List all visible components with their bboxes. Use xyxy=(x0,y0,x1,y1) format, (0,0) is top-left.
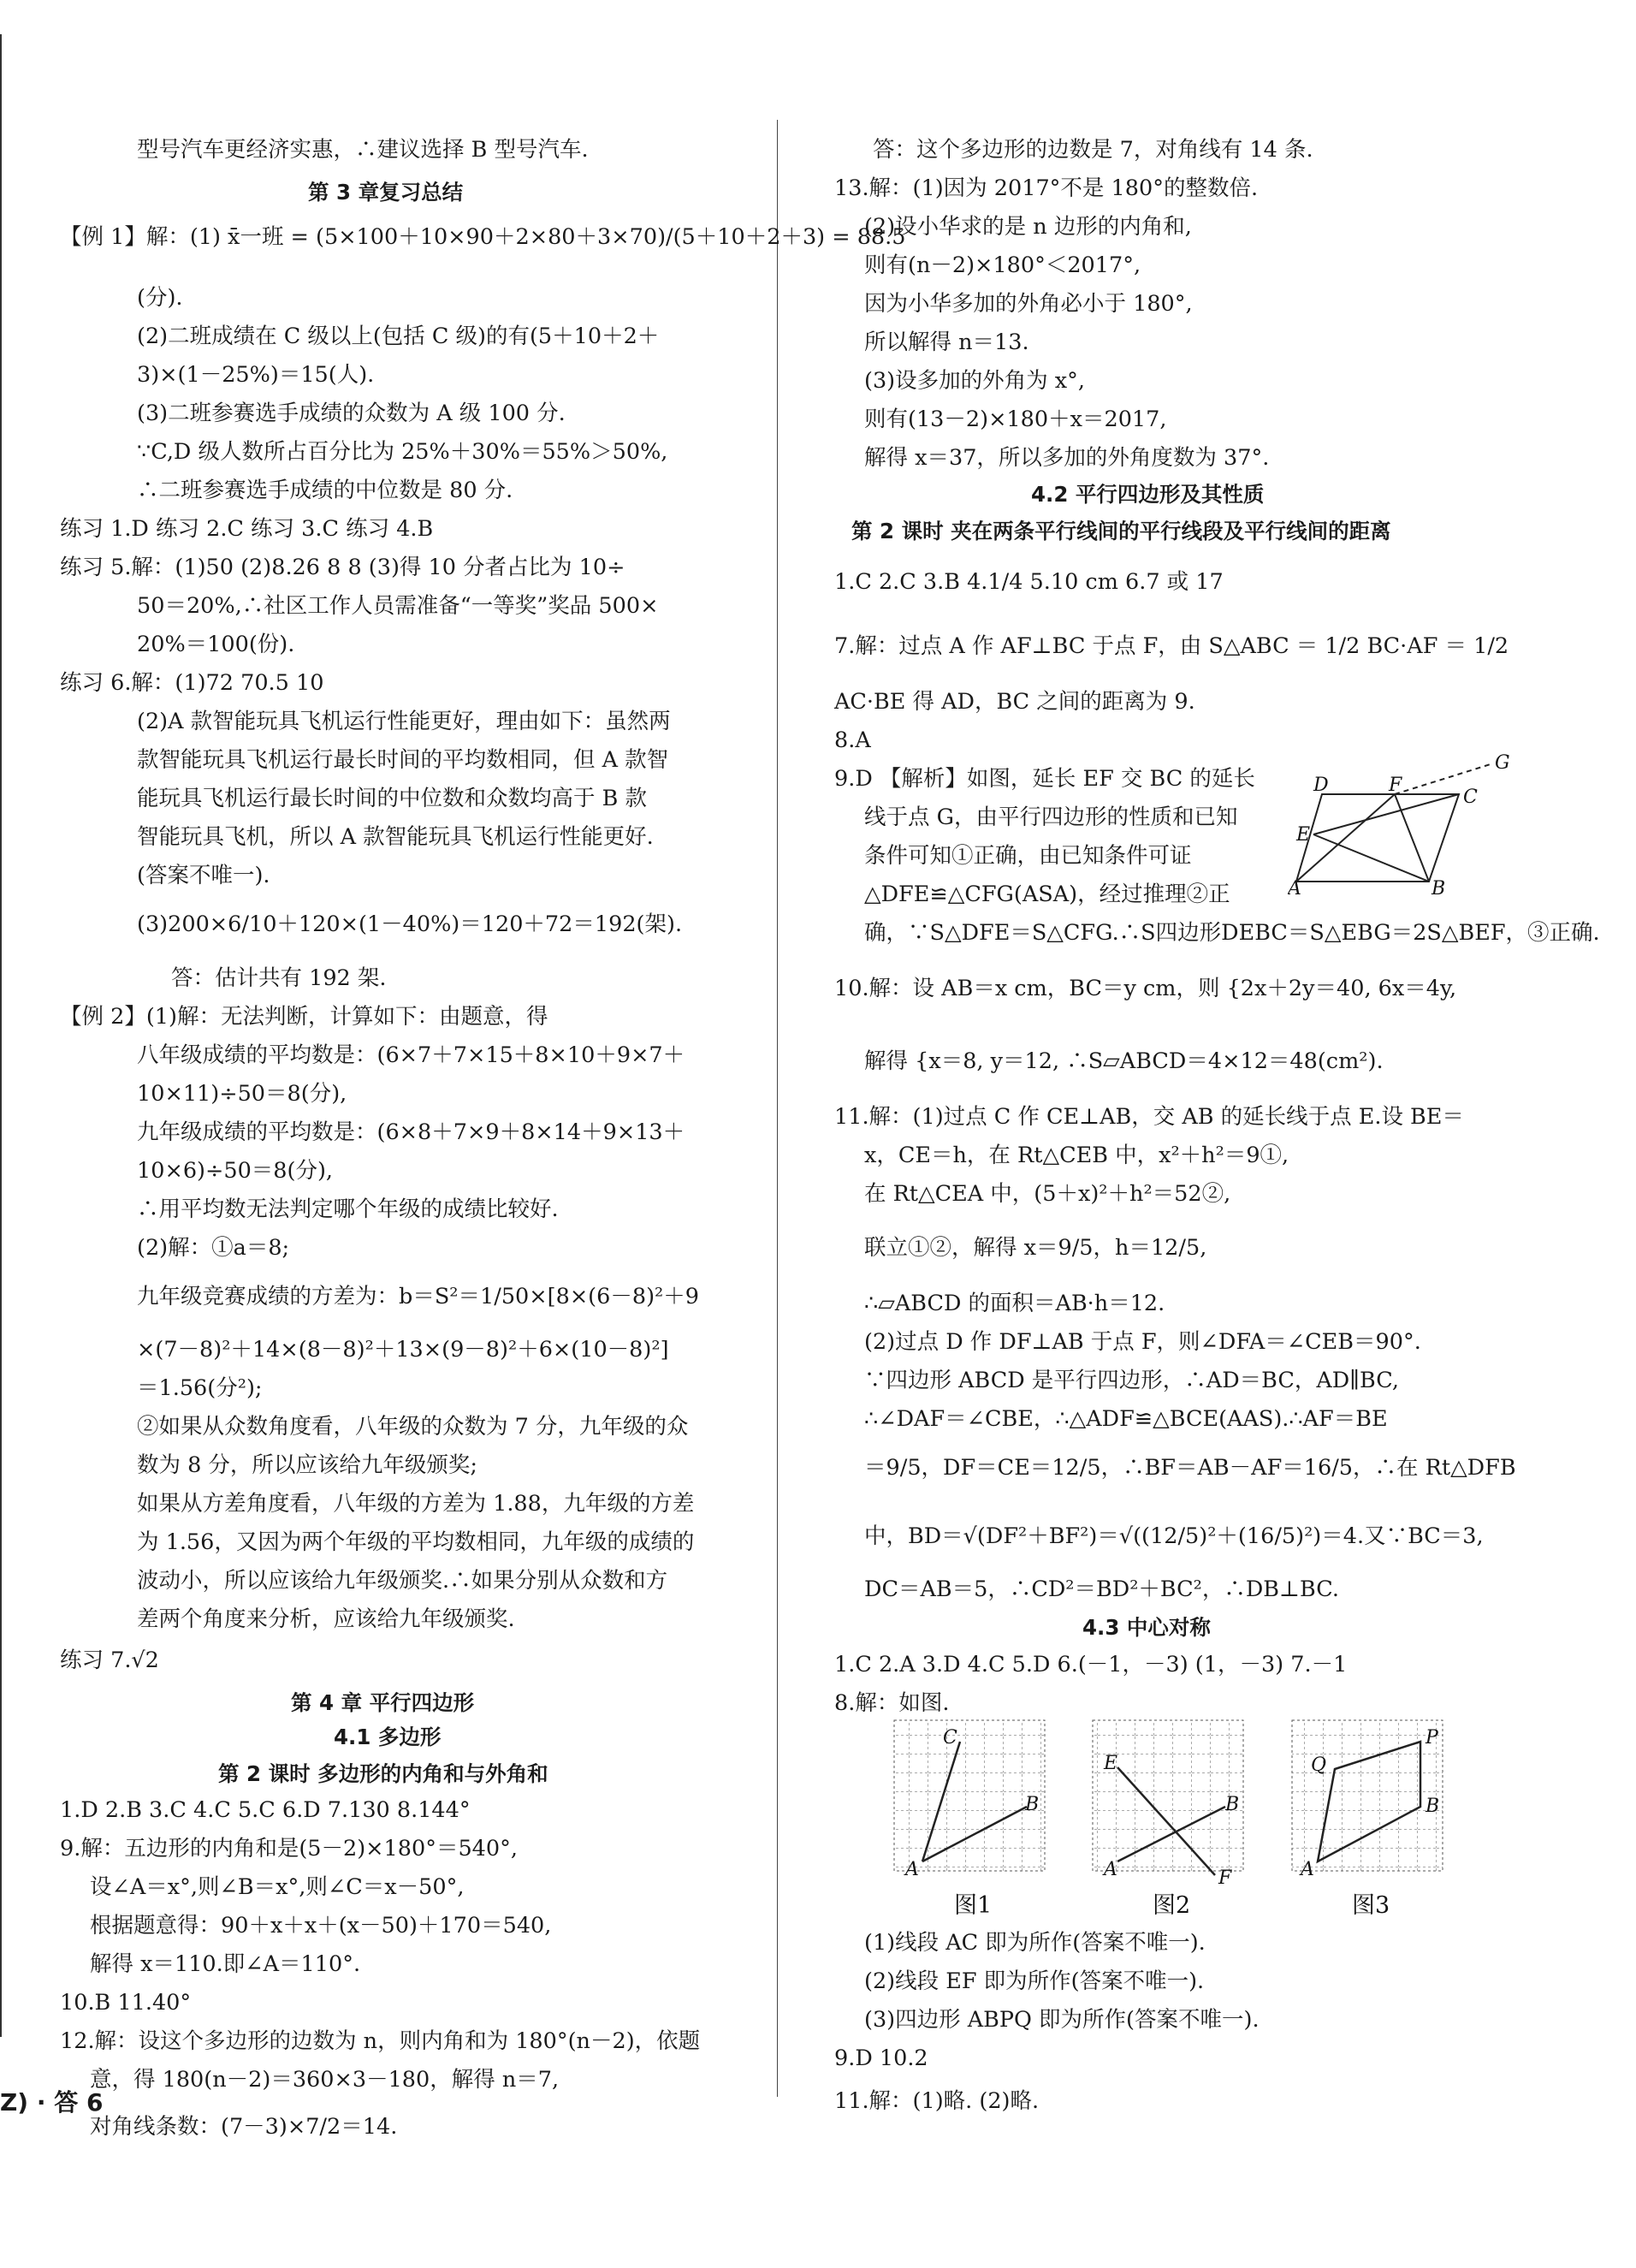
right-heading-10: 第 2 课时 夹在两条平行线间的平行线段及平行线间的距离 xyxy=(851,519,1391,543)
page-footer: Z) · 答 6 xyxy=(0,2088,104,2117)
extension-fg xyxy=(1395,763,1493,794)
left-line-14: (2)A 款智能玩具飞机运行性能更好，理由如下：虽然两 xyxy=(137,709,671,734)
page-edge-line xyxy=(0,34,2,2037)
left-line-43: 设∠A＝x°,则∠B＝x°,则∠C＝x－50°, xyxy=(90,1874,465,1900)
label-g: G xyxy=(1495,753,1510,774)
left-line-27: (2)解：①a＝8; xyxy=(137,1235,290,1261)
right-line-27: (2)过点 D 作 DF⊥AB 于点 F，则∠DFA＝∠CEB＝90°. xyxy=(864,1329,1421,1355)
right-line-14: 8.A xyxy=(834,727,871,753)
right-line-20: 10.解：设 AB＝x cm，BC＝y cm，则 {2x＋2y＝40, 6x＝4y, xyxy=(834,976,1457,1001)
fig3-label-b: B xyxy=(1426,1796,1440,1817)
right-line-16: 线于点 G，由平行四边形的性质和已知 xyxy=(864,804,1238,830)
left-line-48: 意，得 180(n－2)＝360×3－180，解得 n＝7, xyxy=(90,2067,560,2093)
right-line-0: 答：这个多边形的边数是 7，对角线有 14 条. xyxy=(873,137,1313,163)
fig2-label-e: E xyxy=(1104,1753,1118,1774)
fig3-label-p: P xyxy=(1426,1727,1438,1748)
left-line-15: 款智能玩具飞机运行最长时间的平均数相同，但 A 款智 xyxy=(137,747,669,773)
right-line-31: 中，BD＝√(DF²＋BF²)＝√((12/5)²＋(16/5)²)＝4.又∵BC＝3, xyxy=(864,1523,1484,1549)
right-line-40: 11.解：(1)略. (2)略. xyxy=(834,2088,1040,2114)
right-line-36: (1)线段 AC 即为所作(答案不唯一). xyxy=(864,1930,1206,1956)
left-line-8: ∴二班参赛选手成绩的中位数是 80 分. xyxy=(137,478,513,503)
left-line-3: (分). xyxy=(137,285,183,311)
right-line-26: ∴▱ABCD 的面积＝AB·h＝12. xyxy=(864,1291,1165,1316)
right-line-1: 13.解：(1)因为 2017°不是 180°的整数倍. xyxy=(834,175,1259,201)
grid-figures xyxy=(890,1716,1489,1921)
left-line-34: 为 1.56，又因为两个年级的平均数相同，九年级的成绩的 xyxy=(137,1529,695,1555)
right-line-22: 11.解：(1)过点 C 作 CE⊥AB，交 AB 的延长线于点 E.设 BE＝ xyxy=(834,1104,1464,1130)
left-line-23: 10×11)÷50＝8(分), xyxy=(137,1081,347,1107)
right-line-23: x，CE＝h，在 Rt△CEB 中，x²＋h²＝9①, xyxy=(864,1143,1289,1168)
caption-fig1: 图1 xyxy=(954,1892,993,1919)
right-line-30: ＝9/5，DF＝CE＝12/5，∴BF＝AB－AF＝16/5，∴在 Rt△DFB xyxy=(864,1455,1516,1481)
left-line-2: 【例 1】解：(1) x̄一班 = (5×100＋10×90＋2×80＋3×70)/(5＋10＋2＋3) = 88.5 xyxy=(60,224,906,250)
left-line-30: ＝1.56(分²); xyxy=(137,1375,263,1401)
right-line-11: 1.C 2.C 3.B 4.1/4 5.10 cm 6.7 或 17 xyxy=(834,569,1224,595)
left-line-7: ∵C,D 级人数所占百分比为 25%＋30%＝55%＞50%, xyxy=(137,439,668,465)
left-line-25: 10×6)÷50＝8(分), xyxy=(137,1158,334,1184)
segment-af xyxy=(1296,794,1395,882)
right-line-28: ∵四边形 ABCD 是平行四边形，∴AD＝BC，AD∥BC, xyxy=(864,1368,1399,1393)
right-line-8: 解得 x＝37，所以多加的外角度数为 37°. xyxy=(864,445,1270,471)
left-line-9: 练习 1.D 练习 2.C 练习 3.C 练习 4.B xyxy=(60,516,434,542)
right-line-7: 则有(13－2)×180＋x＝2017, xyxy=(864,407,1167,432)
right-line-39: 9.D 10.2 xyxy=(834,2045,928,2071)
left-line-35: 波动小，所以应该给九年级颁奖.∴如果分别从众数和方 xyxy=(137,1568,668,1594)
label-d: D xyxy=(1313,775,1329,796)
left-line-26: ∴用平均数无法判定哪个年级的成绩比较好. xyxy=(137,1196,559,1222)
right-line-6: (3)设多加的外角为 x°, xyxy=(864,368,1085,394)
fig1-label-b: B xyxy=(1025,1794,1040,1815)
right-line-19: 确，∵S△DFE＝S△CFG.∴S四边形DEBC＝S△EBG＝2S△BEF，③正确. xyxy=(864,920,1600,946)
left-line-11: 50＝20%,∴社区工作人员需准备“一等奖”奖品 500× xyxy=(137,593,659,619)
left-line-42: 9.解：五边形的内角和是(5－2)×180°＝540°, xyxy=(60,1836,518,1861)
fig2-label-a: A xyxy=(1104,1859,1117,1880)
left-line-10: 练习 5.解：(1)50 (2)8.26 8 8 (3)得 10 分者占比为 10÷ xyxy=(60,555,625,580)
fig3-label-a: A xyxy=(1301,1859,1314,1880)
left-line-28: 九年级竞赛成绩的方差为：b＝S²＝1/50×[8×(6－8)²＋9 xyxy=(137,1284,699,1309)
right-line-5: 所以解得 n＝13. xyxy=(864,330,1029,355)
left-line-33: 如果从方差角度看，八年级的方差为 1.88，九年级的方差 xyxy=(137,1491,695,1517)
left-heading-40: 第 2 课时 多边形的内角和与外角和 xyxy=(218,1761,548,1786)
left-line-36: 差两个角度来分析，应该给九年级颁奖. xyxy=(137,1606,515,1632)
right-line-3: 则有(n－2)×180°＜2017°, xyxy=(864,252,1141,278)
right-line-18: △DFE≌△CFG(ASA)，经过推理②正 xyxy=(864,882,1230,907)
left-line-22: 八年级成绩的平均数是：(6×7＋7×15＋8×10＋9×7＋ xyxy=(137,1042,685,1068)
caption-fig3: 图3 xyxy=(1352,1892,1390,1919)
right-line-29: ∴∠DAF＝∠CBE，∴△ADF≌△BCE(AAS).∴AF＝BE xyxy=(864,1406,1388,1432)
left-line-4: (2)二班成绩在 C 级以上(包括 C 级)的有(5＋10＋2＋ xyxy=(137,324,660,349)
fig1-label-c: C xyxy=(943,1727,957,1748)
right-line-24: 在 Rt△CEA 中，(5＋x)²＋h²＝52②, xyxy=(864,1181,1231,1207)
left-line-13: 练习 6.解：(1)72 70.5 10 xyxy=(60,670,324,696)
left-line-24: 九年级成绩的平均数是：(6×8＋7×9＋8×14＋9×13＋ xyxy=(137,1119,685,1145)
right-line-32: DC＝AB＝5，∴CD²＝BD²＋BC²，∴DB⊥BC. xyxy=(864,1576,1339,1602)
right-line-25: 联立①②，解得 x＝9/5，h＝12/5, xyxy=(864,1235,1207,1261)
left-line-49: 对角线条数：(7－3)×7/2＝14. xyxy=(90,2114,398,2140)
right-heading-33: 4.3 中心对称 xyxy=(1082,1615,1211,1640)
left-line-6: (3)二班参赛选手成绩的众数为 A 级 100 分. xyxy=(137,401,566,426)
left-line-16: 能玩具飞机运行最长时间的中位数和众数均高于 B 款 xyxy=(137,786,647,811)
left-line-29: ×(7－8)²＋14×(8－8)²＋13×(9－8)²＋6×(10－8)²] xyxy=(137,1337,669,1363)
segment-eb xyxy=(1313,834,1429,882)
left-line-18: (答案不唯一). xyxy=(137,863,270,888)
left-line-41: 1.D 2.B 3.C 4.C 5.C 6.D 7.130 8.144° xyxy=(60,1797,471,1823)
segment-ec xyxy=(1313,794,1459,834)
left-line-19: (3)200×6/10＋120×(1－40%)＝120＋72＝192(架). xyxy=(137,911,683,937)
fig3-label-q: Q xyxy=(1311,1754,1327,1776)
label-f: F xyxy=(1389,775,1402,796)
fig1-label-a: A xyxy=(905,1859,919,1880)
right-line-37: (2)线段 EF 即为所作(答案不唯一). xyxy=(864,1968,1205,1994)
left-line-44: 根据题意得：90＋x＋x＋(x－50)＋170＝540, xyxy=(90,1913,552,1938)
column-divider xyxy=(777,120,778,2097)
left-heading-1: 第 3 章复习总结 xyxy=(308,180,464,205)
right-line-15: 9.D 【解析】如图，延长 EF 交 BC 的延长 xyxy=(834,766,1255,792)
left-line-20: 答：估计共有 192 架. xyxy=(171,965,387,991)
left-line-0: 型号汽车更经济实惠，∴建议选择 B 型号汽车. xyxy=(137,137,589,163)
label-b: B xyxy=(1432,878,1446,894)
left-heading-39: 4.1 多边形 xyxy=(334,1725,442,1749)
label-a: A xyxy=(1288,878,1301,894)
left-line-21: 【例 2】(1)解：无法判断，计算如下：由题意，得 xyxy=(60,1004,548,1030)
right-line-4: 因为小华多加的外角必小于 180°, xyxy=(864,291,1193,317)
right-line-17: 条件可知①正确，由已知条件可证 xyxy=(864,843,1192,869)
left-line-5: 3)×(1－25%)＝15(人). xyxy=(137,362,375,388)
left-line-46: 10.B 11.40° xyxy=(60,1990,192,2016)
left-line-17: 智能玩具飞机，所以 A 款智能玩具飞机运行性能更好. xyxy=(137,824,654,850)
right-heading-9: 4.2 平行四边形及其性质 xyxy=(1031,482,1265,507)
left-line-12: 20%＝100(份). xyxy=(137,632,295,657)
right-line-38: (3)四边形 ABPQ 即为所作(答案不唯一). xyxy=(864,2007,1260,2033)
left-line-47: 12.解：设这个多边形的边数为 n，则内角和为 180°(n－2)，依题 xyxy=(60,2028,701,2054)
label-e: E xyxy=(1296,824,1311,846)
right-line-2: (2)设小华求的是 n 边形的内角和, xyxy=(864,214,1192,240)
grid-figure-1 xyxy=(894,1720,1045,1880)
fig2-label-b: B xyxy=(1225,1794,1240,1815)
grid-figure-2 xyxy=(1093,1720,1243,1889)
left-heading-38: 第 4 章 平行四边形 xyxy=(291,1690,475,1715)
parallelogram-figure xyxy=(1288,753,1519,894)
right-line-21: 解得 {x＝8, y＝12, ∴S▱ABCD＝4×12＝48(cm²). xyxy=(864,1048,1384,1074)
fig2-label-f: F xyxy=(1218,1867,1232,1889)
left-line-37: 练习 7.√2 xyxy=(60,1648,159,1673)
right-line-13: AC·BE 得 AD，BC 之间的距离为 9. xyxy=(834,689,1195,715)
left-line-31: ②如果从众数角度看，八年级的众数为 7 分，九年级的众 xyxy=(137,1414,689,1440)
right-line-34: 1.C 2.A 3.D 4.C 5.D 6.(－1，－3) (1，－3) 7.－1 xyxy=(834,1652,1348,1677)
right-line-12: 7.解：过点 A 作 AF⊥BC 于点 F，由 S△ABC ＝ 1/2 BC·AF ＝ 1/2 xyxy=(834,633,1509,659)
caption-fig2: 图2 xyxy=(1153,1892,1191,1919)
right-line-35: 8.解：如图. xyxy=(834,1690,950,1716)
left-line-32: 数为 8 分，所以应该给九年级颁奖; xyxy=(137,1452,478,1478)
label-c: C xyxy=(1463,787,1478,808)
left-line-45: 解得 x＝110.即∠A＝110°. xyxy=(90,1951,361,1977)
grid-figure-3 xyxy=(1292,1720,1443,1880)
